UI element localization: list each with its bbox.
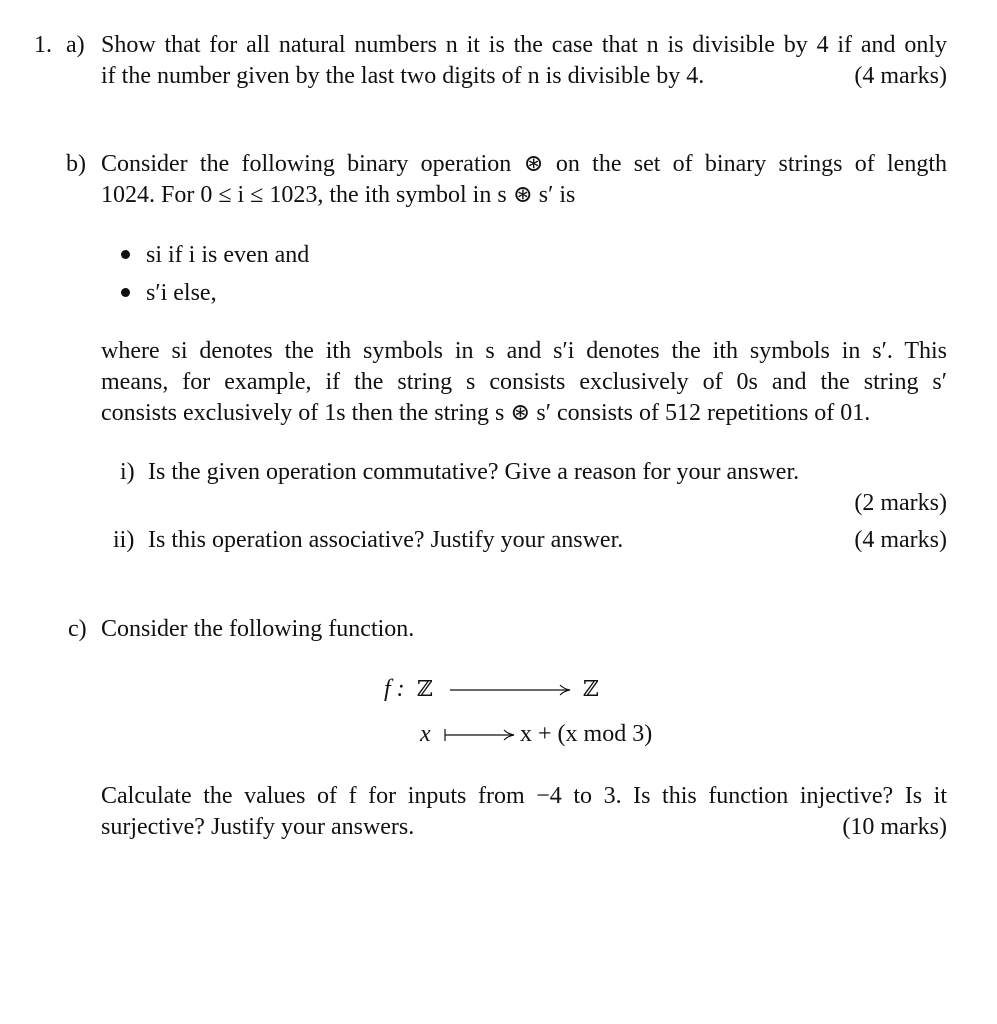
part-b-para-line1-text: where si denotes the ith symbols in s and s′i denotes the ith symbols in s′. This (101, 338, 947, 364)
bullet-dot-icon (121, 288, 130, 297)
part-a-line1-text: Show that for all natural numbers n it is the case that n is divisible by 4 if and only (101, 32, 947, 58)
part-c-line2: surjective? Justify your answers. (101, 814, 415, 840)
part-b-line1-text: Consider the following binary operation ⊛ on the set of binary strings of length (101, 151, 947, 177)
part-a-line1 (101, 30, 947, 61)
function-domain: ℤ (417, 677, 434, 702)
part-b-para-line3: consists exclusively of 1s then the string s ⊛ s′ consists of 512 repetitions of 01. (101, 400, 871, 426)
function-output: x + (x mod 3) (520, 721, 653, 747)
element-maps-to-arrow-icon (440, 725, 520, 745)
sub-ii-marks: (4 marks) (854, 527, 947, 553)
part-b-para-line1 (101, 336, 947, 367)
part-a-line2: if the number given by the last two digits of n is divisible by 4. (101, 63, 705, 89)
part-b-label: b) (66, 151, 86, 177)
bullet-1-text: si if i is even and (146, 242, 310, 268)
maps-to-arrow-icon (446, 680, 576, 700)
function-codomain: ℤ (583, 677, 600, 702)
part-c-line1 (101, 781, 947, 812)
sub-i-label: i) (120, 459, 135, 485)
part-b-para-line2-text: means, for example, if the string s consists exclusively of 0s and the string s′ (101, 369, 947, 395)
part-a-label: a) (66, 32, 85, 58)
part-c-label: c) (68, 616, 87, 642)
part-c-line1-text: Calculate the values of f for inputs from −4 to 3. Is this function injective? Is it (101, 783, 947, 809)
sub-i-text: Is the given operation commutative? Give a reason for your answer. (148, 459, 800, 485)
bullet-2-text: s′i else, (146, 280, 217, 306)
sub-i-marks: (2 marks) (854, 490, 947, 516)
sub-ii-text: Is this operation associative? Justify your answer. (148, 527, 624, 553)
function-name: f : (384, 676, 405, 702)
function-input: x (420, 721, 431, 747)
part-b-line2: 1024. For 0 ≤ i ≤ 1023, the ith symbol in s ⊛ s′ is (101, 182, 576, 208)
sub-ii-label: ii) (113, 527, 135, 553)
question-number: 1. (34, 32, 52, 58)
part-b-para-line2 (101, 367, 947, 398)
part-a-marks: (4 marks) (854, 63, 947, 89)
part-b-line1 (101, 149, 947, 180)
bullet-dot-icon (121, 250, 130, 259)
part-c-intro: Consider the following function. (101, 616, 415, 642)
part-c-marks: (10 marks) (842, 814, 947, 840)
